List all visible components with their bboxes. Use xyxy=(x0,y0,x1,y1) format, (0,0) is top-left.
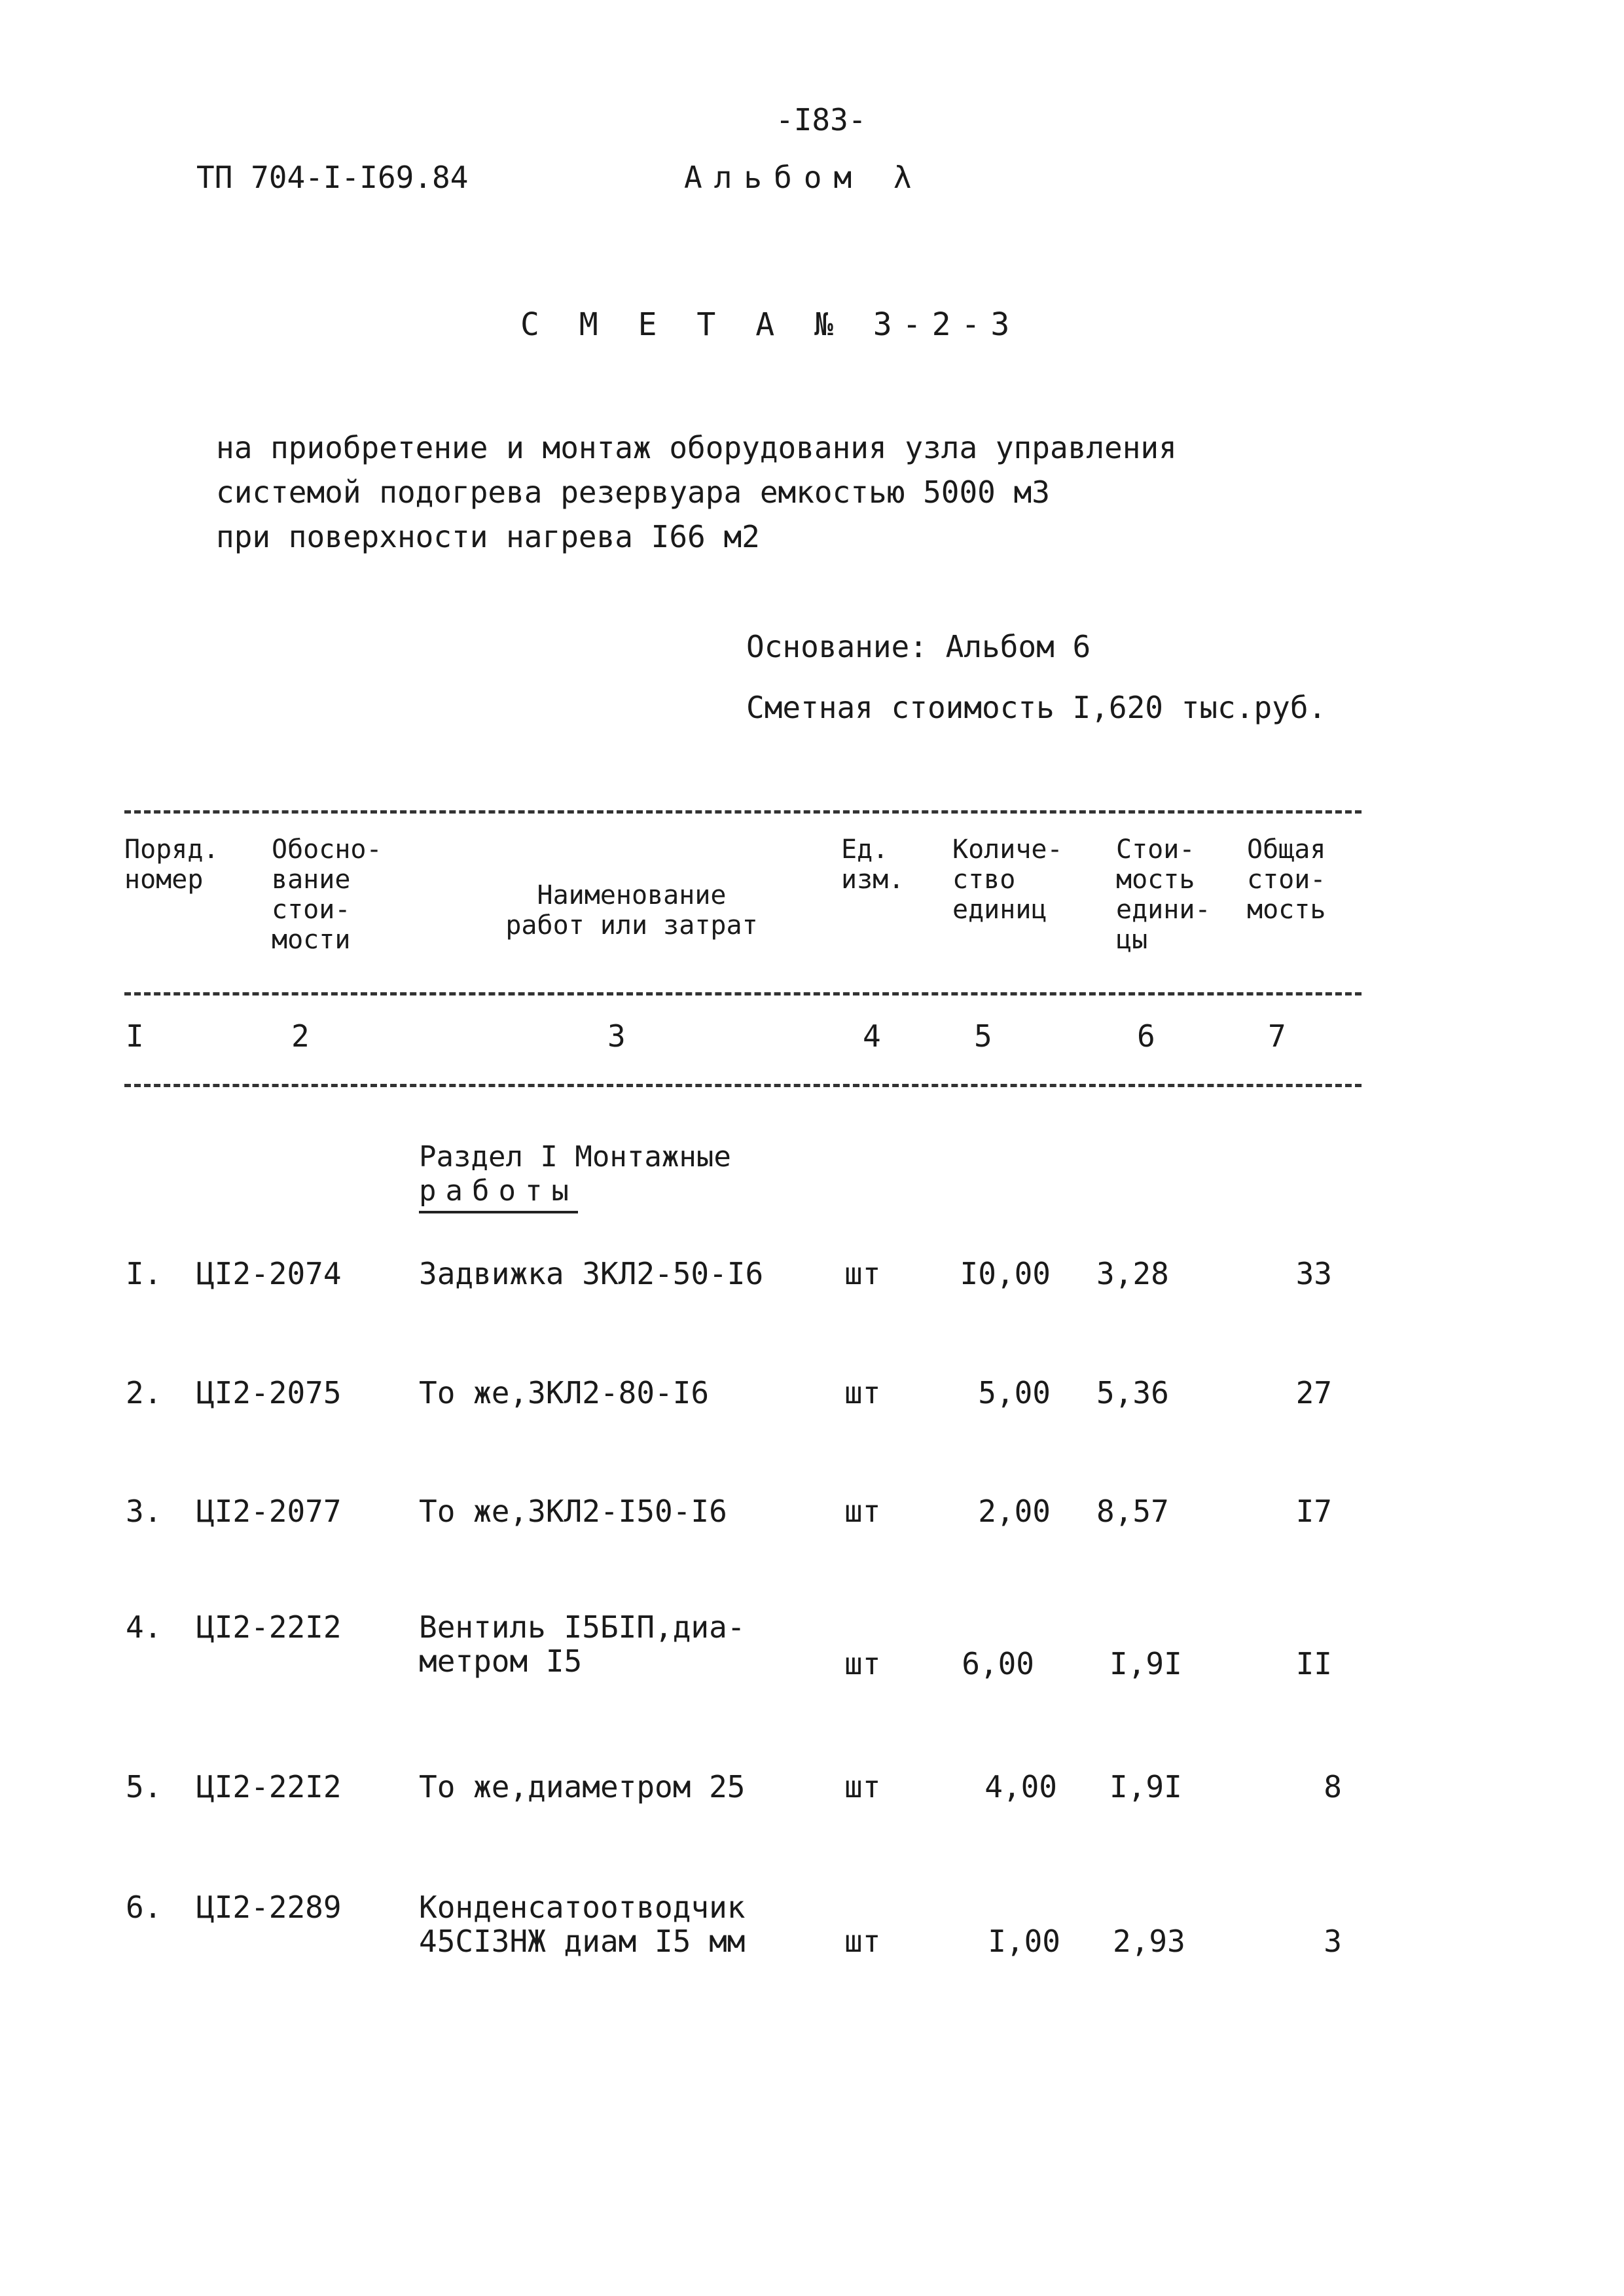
row-unit: шт xyxy=(844,1375,881,1410)
row-quantity: I0,00 xyxy=(960,1256,1051,1291)
row-number: I. xyxy=(126,1256,162,1291)
header-cost-basis: Обосно- вание стои- мости xyxy=(272,834,382,955)
row-unit-price: 3,28 xyxy=(1096,1256,1169,1291)
column-number: 5 xyxy=(974,1018,992,1054)
description-line: при поверхности нагрева I66 м2 xyxy=(216,519,760,554)
row-quantity: I,00 xyxy=(988,1924,1060,1959)
section-heading xyxy=(419,1140,731,1213)
description-line: системой подогрева резервуара емкостью 5000 м3 xyxy=(216,475,1050,510)
album-label: Альбом λ xyxy=(684,160,924,195)
column-number: 4 xyxy=(863,1018,881,1054)
row-unit: шт xyxy=(844,1924,881,1959)
row-code: ЦI2-2077 xyxy=(196,1494,342,1529)
row-number: 3. xyxy=(126,1494,162,1529)
row-name: То же,ЗКЛ2-80-I6 xyxy=(419,1375,710,1410)
row-number: 2. xyxy=(126,1375,162,1410)
row-total: 33 xyxy=(1295,1256,1332,1291)
description-line: на приобретение и монтаж оборудования узла управления xyxy=(216,430,1177,465)
row-code: ЦI2-2074 xyxy=(196,1256,342,1291)
row-unit-price: 8,57 xyxy=(1096,1494,1169,1529)
row-quantity: 5,00 xyxy=(978,1375,1051,1410)
row-unit-price: 5,36 xyxy=(1096,1375,1169,1410)
table-top-rule xyxy=(124,810,1362,814)
header-unit-cost: Стои- мость едини- цы xyxy=(1116,834,1211,955)
section-title: Раздел I Монтажные xyxy=(419,1140,731,1174)
column-number: 3 xyxy=(607,1018,626,1054)
table-colnum-rule xyxy=(124,1084,1362,1087)
row-unit: шт xyxy=(844,1769,881,1804)
row-code: ЦI2-2075 xyxy=(196,1375,342,1410)
document-id: ТП 704-I-I69.84 xyxy=(196,160,469,195)
column-number: 2 xyxy=(291,1018,310,1054)
document-title: С М Е Т А № 3-2-3 xyxy=(520,306,1020,343)
column-number: 6 xyxy=(1137,1018,1155,1054)
row-code: ЦI2-2289 xyxy=(196,1890,342,1925)
row-unit: шт xyxy=(844,1494,881,1529)
table-header-rule xyxy=(124,992,1362,996)
row-total: 8 xyxy=(1324,1769,1342,1804)
row-total: 27 xyxy=(1295,1375,1332,1410)
row-number: 5. xyxy=(126,1769,162,1804)
row-name: Конденсатоотводчик 45СI3НЖ диам I5 мм xyxy=(419,1890,746,1959)
estimate-description xyxy=(216,425,1177,559)
row-number: 6. xyxy=(126,1890,162,1925)
row-total: II xyxy=(1295,1646,1332,1681)
row-name: Задвижка ЗКЛ2-50-I6 xyxy=(419,1256,764,1291)
row-unit: шт xyxy=(844,1256,881,1291)
header-unit: Ед. изм. xyxy=(841,834,905,895)
column-number: 7 xyxy=(1268,1018,1286,1054)
row-unit-price: 2,93 xyxy=(1113,1924,1185,1959)
row-total: 3 xyxy=(1324,1924,1342,1959)
row-total: I7 xyxy=(1295,1494,1332,1529)
header-quantity: Количе- ство единиц xyxy=(952,834,1063,925)
row-code: ЦI2-22I2 xyxy=(196,1769,342,1804)
row-quantity: 4,00 xyxy=(984,1769,1057,1804)
basis-line: Основание: Альбом 6 xyxy=(746,629,1091,664)
row-code: ЦI2-22I2 xyxy=(196,1609,342,1645)
row-quantity: 6,00 xyxy=(962,1646,1034,1681)
section-subtitle: работы xyxy=(419,1174,578,1213)
row-name: То же,ЗКЛ2-I50-I6 xyxy=(419,1494,727,1529)
row-unit: шт xyxy=(844,1646,881,1681)
column-number: I xyxy=(126,1018,144,1054)
row-name: Вентиль I5БIП,диа- метром I5 xyxy=(419,1609,746,1679)
row-name: То же,диаметром 25 xyxy=(419,1769,746,1804)
row-number: 4. xyxy=(126,1609,162,1645)
estimated-cost-line: Сметная стоимость I,620 тыс.руб. xyxy=(746,690,1327,725)
page-number: -I83- xyxy=(776,102,867,137)
header-work-name: Наименование работ или затрат xyxy=(505,880,758,941)
row-quantity: 2,00 xyxy=(978,1494,1051,1529)
header-total-cost: Общая стои- мость xyxy=(1247,834,1326,925)
row-unit-price: I,9I xyxy=(1110,1646,1182,1681)
header-order-number: Поряд. номер xyxy=(124,834,219,895)
row-unit-price: I,9I xyxy=(1110,1769,1182,1804)
